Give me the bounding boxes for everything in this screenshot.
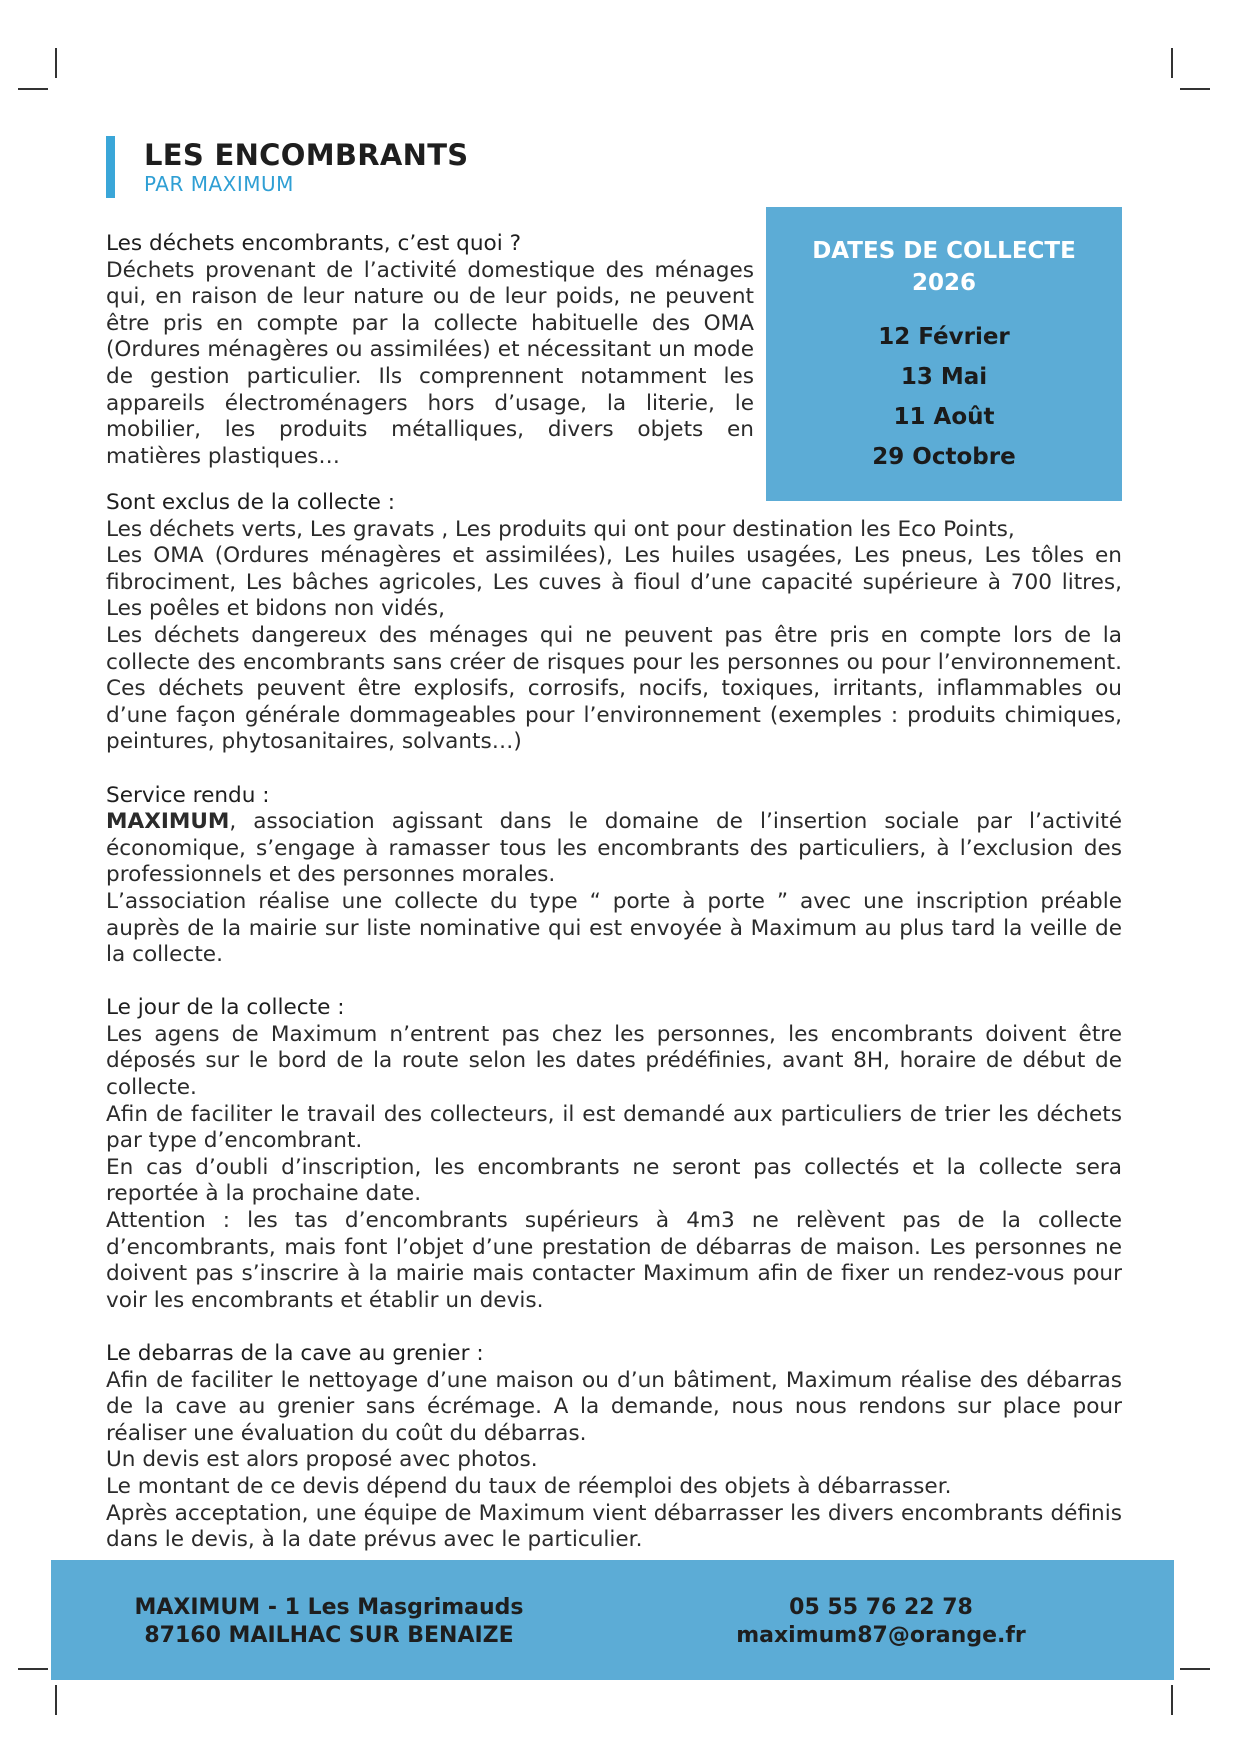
crop-mark (1171, 1685, 1173, 1715)
dates-year: 2026 (911, 270, 976, 296)
intro-body: Déchets provenant de l’activité domestique des ménages qui, en raison de leur nature ou de leur poids, ne peuvent être pris en compte par la collecte habituelle des OMA (Ordures ménagères ou assimilées) et nécessitant un mode de gestion particulier. Ils comprennent notamment les appareils électroménagers hors d’usage, la literie, le mobilier, les produits métalliques, divers objets en matières plastiques… (106, 257, 754, 469)
clearance-paragraph: Afin de faciliter le nettoyage d’une maison ou d’un bâtiment, Maximum réalise des débarras de la cave au grenier sans écrémage. A la demande, nous nous rendons sur place pour réaliser une évaluation du coût du débarras. (106, 1367, 1122, 1446)
intro-section (106, 231, 754, 470)
clearance-paragraph: Le montant de ce devis dépend du taux de réemploi des objets à débarrasser. (106, 1473, 952, 1499)
collection-dates-list (766, 317, 1122, 477)
clearance-heading: Le debarras de la cave au grenier : (106, 1341, 484, 1366)
main-content (106, 490, 1122, 1554)
intro-heading: Les déchets encombrants, c’est quoi ? (106, 231, 522, 256)
phone-number: 05 55 76 22 78 (789, 1595, 973, 1620)
collection-day-paragraph: En cas d’oubli d’inscription, les encombrants ne seront pas collectés et la collecte sera reportée à la prochaine date. (106, 1154, 1122, 1207)
page-subtitle: PAR MAXIMUM (144, 172, 294, 196)
service-text: , association agissant dans le domaine de l’insertion sociale par l’activité économique, s’engage à ramasser tous les encombrants des particuliers, à l’exclusion des professionnels et des personnes morales. (106, 809, 1122, 888)
crop-mark (18, 88, 48, 90)
clearance-paragraph: Après acceptation, une équipe de Maximum vient débarrasser les divers encombrants définis dans le devis, à la date prévus avec le particulier. (106, 1500, 1122, 1553)
email-address: maximum87@orange.fr (736, 1623, 1026, 1648)
collection-day-paragraph: Les agens de Maximum n’entrent pas chez les personnes, les encombrants doivent être déposés sur le bord de la route selon les dates prédéfinies, avant 8H, horaire de début de collecte. (106, 1021, 1122, 1101)
crop-mark (1180, 88, 1210, 90)
collection-day-paragraph: Attention : les tas d’encombrants supérieurs à 4m3 ne relèvent pas de la collecte d’encombrants, mais font l’objet d’une prestation de débarras de maison. Les personnes ne doivent pas s’inscrire à la mairie mais contacter Maximum afin de fixer un rendez-vous pour voir les encombrants et établir un devis. (106, 1208, 1122, 1313)
collection-date: 12 Février (878, 324, 1010, 350)
contact-footer (51, 1560, 1174, 1680)
address-line: MAXIMUM - 1 Les Masgrimauds (134, 1595, 524, 1620)
exclusions-line: Les OMA (Ordures ménagères et assimilées), Les huiles usagées, Les pneus, Les tôles en fibrociment, Les bâches agricoles, Les cuves à fioul d’une capacité supérieure à 700 litres, Les poêles et bidons non vidés, (106, 543, 1122, 622)
page-title: LES ENCOMBRANTS (144, 138, 469, 172)
collection-day-paragraph: Afin de faciliter le travail des collecteurs, il est demandé aux particuliers de trier les déchets par type d’encombrant. (106, 1101, 1122, 1154)
collection-date: 11 Août (893, 404, 995, 430)
org-name: MAXIMUM (106, 809, 230, 835)
service-paragraph (106, 809, 1122, 889)
crop-mark (1180, 1668, 1210, 1670)
clearance-paragraph: Un devis est alors proposé avec photos. (106, 1447, 538, 1473)
dates-title-line: DATES DE COLLECTE (812, 238, 1076, 264)
footer-address (109, 1594, 549, 1650)
service-heading: Service rendu : (106, 782, 270, 808)
collection-date: 13 Mai (900, 364, 988, 390)
collection-date: 29 Octobre (872, 444, 1016, 470)
exclusions-line: Les déchets dangereux des ménages qui ne peuvent pas être pris en compte lors de la collecte des encombrants sans créer de risques pour les personnes ou pour l’environnement. Ces déchets peuvent être explosifs, corrosifs, nocifs, toxiques, irritants, inflammables ou d’une façon générale dommageables pour l’environnement (exemples : produits chimiques, peintures, phytosanitaires, solvants…) (106, 622, 1122, 755)
crop-mark (18, 1668, 48, 1670)
crop-mark (55, 1685, 57, 1715)
title-accent-bar (106, 136, 115, 198)
collection-dates-box (766, 207, 1122, 501)
collection-dates-title (766, 235, 1122, 299)
crop-mark (1171, 48, 1173, 78)
crop-mark (55, 48, 57, 78)
collection-day-heading: Le jour de la collecte : (106, 995, 345, 1021)
footer-contact (711, 1594, 1051, 1650)
address-line: 87160 MAILHAC SUR BENAIZE (144, 1623, 514, 1648)
service-paragraph: L’association réalise une collecte du type “ porte à porte ” avec une inscription préable auprès de la mairie sur liste nominative qui est envoyée à Maximum au plus tard la veille de la collecte. (106, 888, 1122, 968)
exclusions-heading: Sont exclus de la collecte : (106, 490, 395, 515)
exclusions-line: Les déchets verts, Les gravats , Les produits qui ont pour destination les Eco Points, (106, 516, 1015, 542)
